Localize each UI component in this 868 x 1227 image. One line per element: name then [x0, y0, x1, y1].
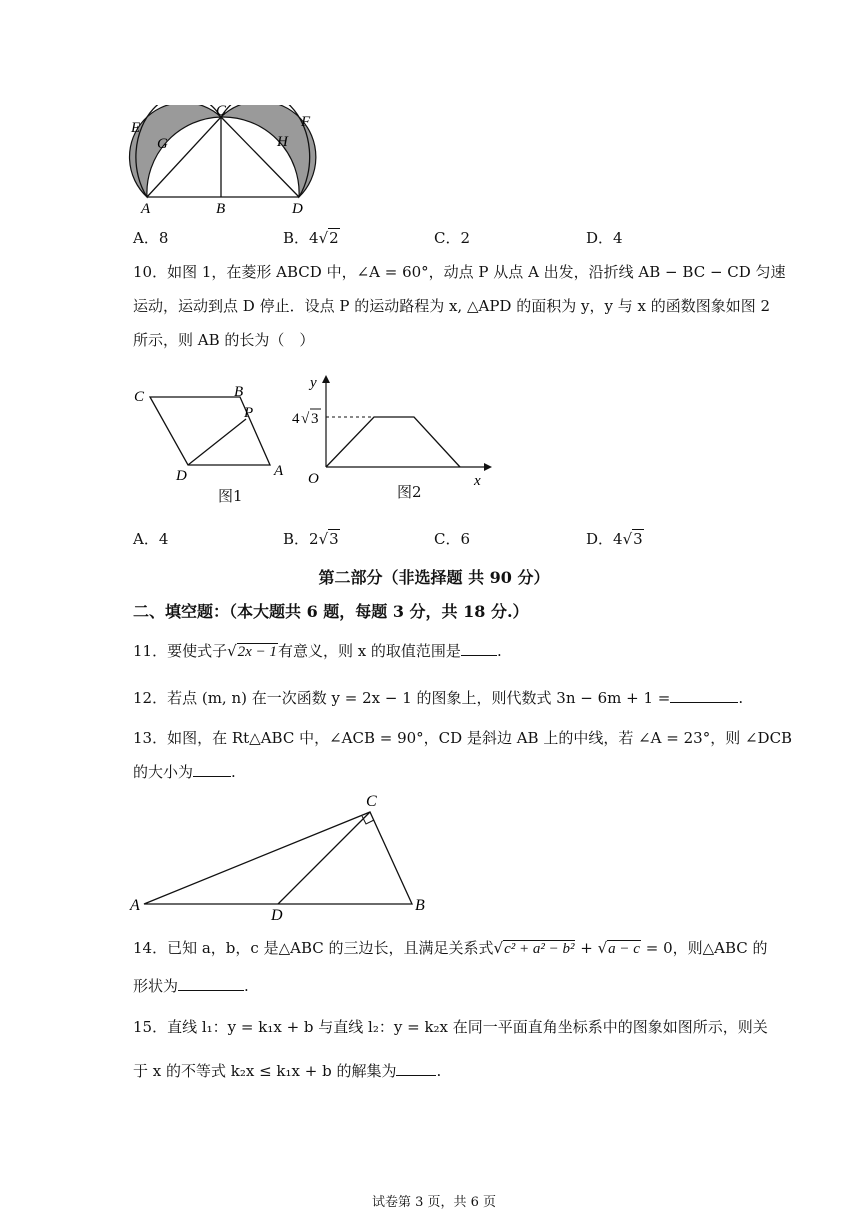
q9-figure [125, 105, 325, 217]
fig1-label-B: B [234, 384, 244, 400]
label-C: C [216, 105, 227, 119]
q15-line2: 于 x 的不等式 k₂x ≤ k₁x + b 的解集为 . [133, 1062, 442, 1080]
label-B: B [216, 201, 226, 217]
q15-answer-blank[interactable] [396, 1061, 436, 1076]
fig1-label-P: P [244, 405, 254, 421]
q10-option-d: D．4√3 [586, 530, 643, 548]
q11: 11．要使式子√2x − 1有意义，则 x 的取值范围是 . [133, 642, 502, 660]
label-H: H [277, 134, 288, 150]
q10-figure-2 [288, 373, 493, 493]
q9-option-d: D．4 [586, 229, 623, 247]
q13-label-A: A [130, 897, 140, 914]
q10-figure-1 [130, 383, 290, 503]
q15-line1: 15．直线 l₁：y = k₁x + b 与直线 l₂：y = k₂x 在同一平面直角坐标系中的图象如图所示，则关 [133, 1018, 768, 1036]
fig2-value-radicand: 3 [311, 411, 319, 427]
fig1-label-C: C [134, 389, 145, 405]
left-crescent [130, 105, 221, 197]
fig2-label-O: O [308, 471, 319, 487]
section2-title: 二、填空题：（本大题共 6 题，每题 3 分，共 18 分.） [133, 602, 529, 621]
q14-line2: 形状为 . [133, 977, 249, 995]
q10-option-b: B．2√3 [283, 530, 339, 548]
fig2-label-y: y [310, 375, 317, 391]
fig1-label-D: D [176, 468, 187, 484]
label-D: D [292, 201, 303, 217]
q13-figure [128, 786, 438, 926]
q10-fig1-caption: 图1 [218, 487, 243, 505]
fig2-label-x: x [474, 473, 481, 489]
q13-answer-blank[interactable] [193, 762, 231, 777]
q10-option-a: A．4 [133, 530, 169, 548]
q10-fig2-caption: 图2 [397, 483, 422, 501]
q10-option-c: C．6 [434, 530, 471, 548]
q12-answer-blank[interactable] [670, 688, 738, 703]
fig1-label-A: A [274, 463, 284, 479]
q10-line2: 运动，运动到点 D 停止．设点 P 的运动路程为 x, △APD 的面积为 y，y 与 x 的函数图象如图 2 [133, 297, 771, 315]
label-G: G [157, 136, 168, 152]
label-F: F [301, 114, 311, 130]
q12: 12．若点 (m, n) 在一次函数 y = 2x − 1 的图象上，则代数式 3n − 6m + 1 = . [133, 689, 744, 707]
q13-line1: 13．如图，在 Rt△ABC 中，∠ACB = 90°，CD 是斜边 AB 上的中线，若 ∠A = 23°，则 ∠DCB [133, 729, 793, 747]
q13-label-D: D [271, 907, 283, 924]
q9-option-b: B．4√2 [283, 229, 339, 247]
svg-text:√: √ [301, 411, 310, 427]
q11-answer-blank[interactable] [461, 641, 497, 656]
part2-title: 第二部分（非选择题 共 90 分） [318, 568, 550, 587]
q13-label-B: B [415, 897, 425, 914]
q13-label-C: C [366, 793, 377, 810]
q9-option-a: A．8 [133, 229, 169, 247]
q10-line3: 所示，则 AB 的长为（ ） [133, 331, 315, 349]
fig2-value-prefix: 4 [292, 411, 300, 427]
q10-line1: 10．如图 1，在菱形 ABCD 中，∠A = 60°，动点 P 从点 A 出发，沿折线 AB − BC − CD 匀速 [133, 263, 786, 281]
q9-option-c: C．2 [434, 229, 471, 247]
q14-line1: 14．已知 a，b，c 是△ABC 的三边长，且满足关系式√c² + a² − b² + √a − c = 0，则△ABC 的 [133, 939, 768, 957]
page-footer: 试卷第 3 页，共 6 页 [371, 1195, 497, 1210]
q13-line2: 的大小为 . [133, 763, 236, 781]
label-A: A [141, 201, 151, 217]
label-E: E [131, 120, 141, 136]
q14-answer-blank[interactable] [178, 976, 244, 991]
